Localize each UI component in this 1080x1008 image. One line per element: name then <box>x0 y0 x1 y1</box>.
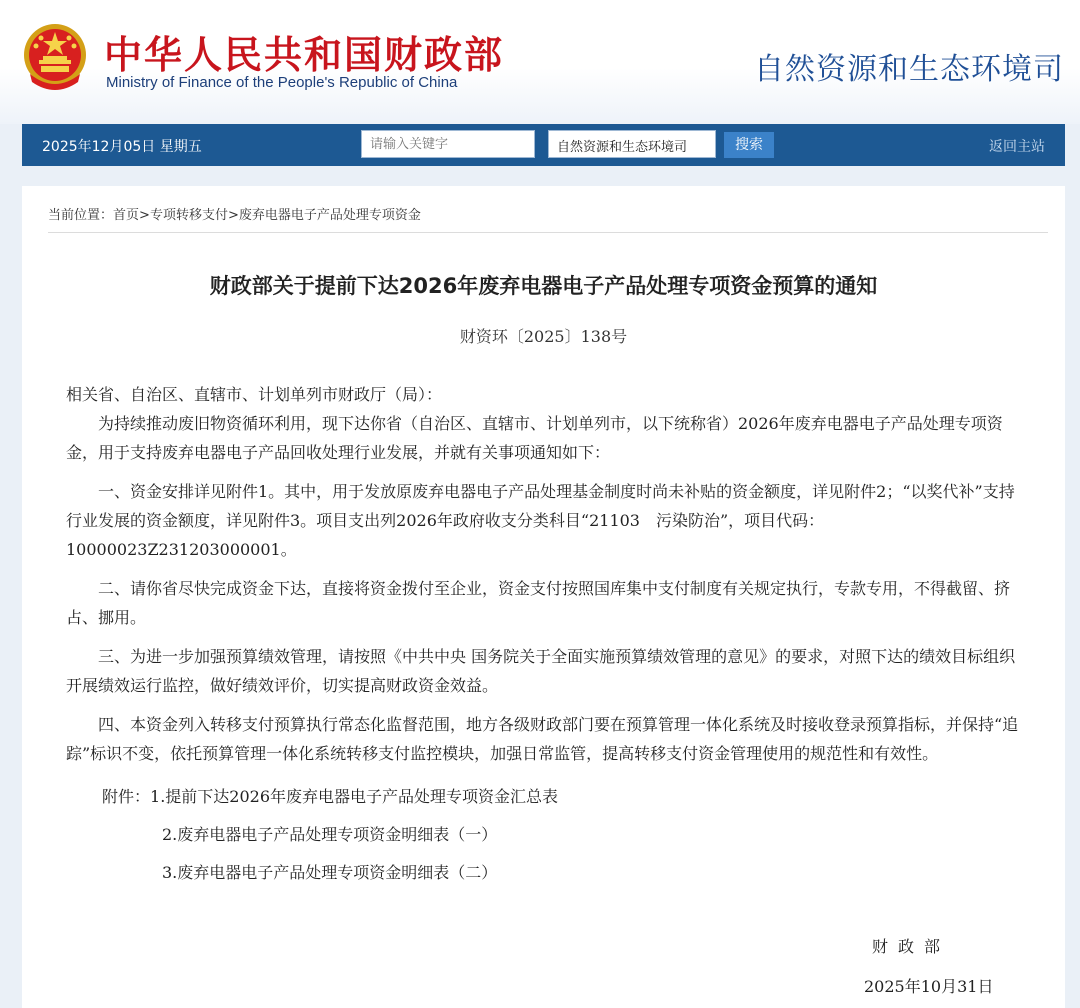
search-button[interactable]: 搜索 <box>724 132 774 158</box>
department-name: 自然资源和生态环境司 <box>754 52 1064 87</box>
breadcrumb-separator: > <box>139 208 150 223</box>
intro-paragraph: 为持续推动废旧物资循环利用，现下达你省（自治区、直辖市、计划单列市，以下统称省）2026年废弃电器电子产品处理专项资金，用于支持废弃电器电子产品回收处理行业发展，并就有关事项通知如下： <box>66 414 1003 462</box>
attachment-item <box>66 778 1024 816</box>
attachment-link-3[interactable]: 3.废弃电器电子产品处理专项资金明细表（二） <box>162 863 498 882</box>
attachment-link-1[interactable]: 1.提前下达2026年废弃电器电子产品处理专项资金汇总表 <box>150 787 559 806</box>
article-body <box>66 380 1024 892</box>
salutation: 相关省、自治区、直辖市、计划单列市财政厅（局）： <box>66 385 443 404</box>
paragraph-3: 三、为进一步加强预算绩效管理，请按照《中共中央 国务院关于全面实施预算绩效管理的意见》的要求，对照下达的绩效目标组织开展绩效运行监控，做好绩效评价，切实提高财政资金效益。 <box>66 647 1016 695</box>
current-date: 2025年12月05日 星期五 <box>42 139 202 155</box>
breadcrumb-waste-fund[interactable]: 废弃电器电子产品处理专项资金 <box>238 208 421 223</box>
search-scope-select[interactable]: 自然资源和生态环境司 <box>548 130 716 158</box>
breadcrumb-transfer-payment[interactable]: 专项转移支付 <box>149 208 228 223</box>
site-header <box>0 0 1080 124</box>
attachments-label: 附件： <box>102 787 151 806</box>
paragraph-2: 二、请你省尽快完成资金下达，直接将资金拨付至企业，资金支付按照国库集中支付制度有关规定执行，专款专用，不得截留、挤占、挪用。 <box>66 579 1011 627</box>
paragraph-1: 一、资金安排详见附件1。其中，用于发放原废弃电器电子产品处理基金制度时尚未补贴的资金额度，详见附件2；“以奖代补”支持行业发展的资金额度，详见附件3。项目支出列2026年政府收支分类科目“21103 污染防治”，项目代码：10000023Z231203000001。 <box>66 482 1015 559</box>
breadcrumb-home[interactable]: 首页 <box>113 208 140 223</box>
article-panel <box>22 186 1065 1008</box>
site-brand-chinese: 中华人民共和国财政部 <box>104 32 505 77</box>
return-home-link[interactable]: 返回主站 <box>989 139 1045 155</box>
sign-date: 2025年10月31日 <box>864 977 994 996</box>
top-nav-bar <box>22 124 1065 166</box>
signer: 财政部 <box>872 937 951 956</box>
paragraph-4: 四、本资金列入转移支付预算执行常态化监督范围，地方各级财政部门要在预算管理一体化系统及时接收登录预算指标，并保持“追踪”标识不变，依托预算管理一体化系统转移支付监控模块，加强日常监管，提高转移支付资金管理使用的规范性和有效性。 <box>66 715 1019 763</box>
national-emblem-icon <box>22 22 88 92</box>
search-input[interactable] <box>361 130 535 158</box>
breadcrumb <box>48 204 421 223</box>
site-brand-english: Ministry of Finance of the People's Republic of China <box>106 74 458 91</box>
attachments-list <box>66 778 1024 892</box>
attachment-link-2[interactable]: 2.废弃电器电子产品处理专项资金明细表（一） <box>162 825 498 844</box>
breadcrumb-divider <box>48 232 1048 233</box>
breadcrumb-prefix: 当前位置： <box>48 208 114 223</box>
document-number: 财资环〔2025〕138号 <box>459 327 628 346</box>
attachment-item <box>66 816 1024 854</box>
breadcrumb-separator: > <box>227 208 239 223</box>
article-title: 财政部关于提前下达2026年废弃电器电子产品处理专项资金预算的通知 <box>209 274 878 298</box>
attachment-item <box>66 854 1024 892</box>
